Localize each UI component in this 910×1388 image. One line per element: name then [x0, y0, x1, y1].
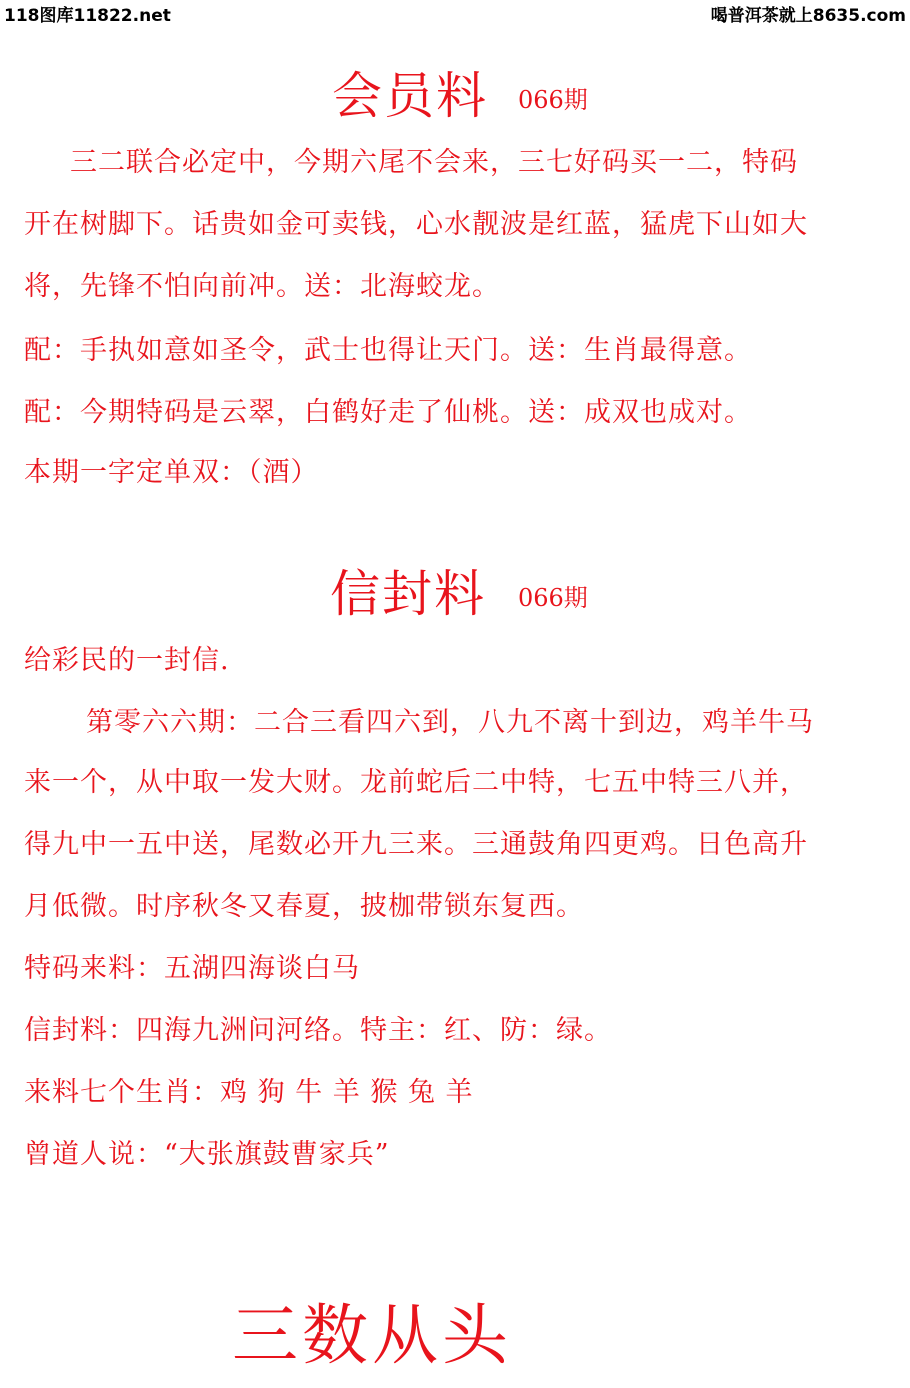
bottom-title: 三数从头: [232, 1297, 512, 1374]
letter-line-5: 月低微。时序秋冬又春夏，披枷带锁东复西。: [24, 891, 584, 922]
member-line-3: 将，先锋不怕向前冲。送：北海蛟龙。: [24, 271, 500, 302]
letter-line-7: 信封料：四海九洲问河络。特主：红、防：绿。: [24, 1015, 612, 1046]
letter-line-8: 来料七个生肖：鸡 狗 牛 羊 猴 兔 羊: [24, 1077, 474, 1108]
letter-section-title: 信封料: [330, 565, 486, 623]
letter-line-4: 得九中一五中送，尾数必开九三来。三通鼓角四更鸡。日色高升: [24, 829, 808, 860]
right-site-label: 喝普洱茶就上8635.com: [710, 6, 906, 26]
left-site-label: 118图库11822.net: [4, 6, 171, 26]
member-line-4: 配：手执如意如圣令，武士也得让天门。送：生肖最得意。: [24, 335, 752, 366]
member-line-6: 本期一字定单双：（酒）: [24, 457, 319, 488]
letter-line-9: 曾道人说：“大张旗鼓曹家兵”: [24, 1139, 390, 1170]
letter-section-issue: 066期: [518, 584, 588, 612]
letter-line-6: 特码来料：五湖四海谈白马: [24, 953, 360, 984]
member-line-2: 开在树脚下。话贵如金可卖钱，心水靓波是红蓝，猛虎下山如大: [24, 209, 808, 240]
top-banner: [0, 0, 910, 24]
member-line-1: 三二联合必定中，今期六尾不会来，三七好码买一二，特码: [70, 147, 798, 178]
member-line-5: 配：今期特码是云翠，白鹤好走了仙桃。送：成双也成对。: [24, 397, 752, 428]
letter-line-3: 来一个，从中取一发大财。龙前蛇后二中特，七五中特三八并，: [24, 767, 808, 798]
member-section-title: 会员料: [332, 67, 488, 125]
letter-line-2: 第零六六期：二合三看四六到，八九不离十到边，鸡羊牛马: [86, 707, 814, 738]
letter-line-1: 给彩民的一封信.: [24, 645, 230, 676]
member-section-issue: 066期: [518, 86, 588, 114]
